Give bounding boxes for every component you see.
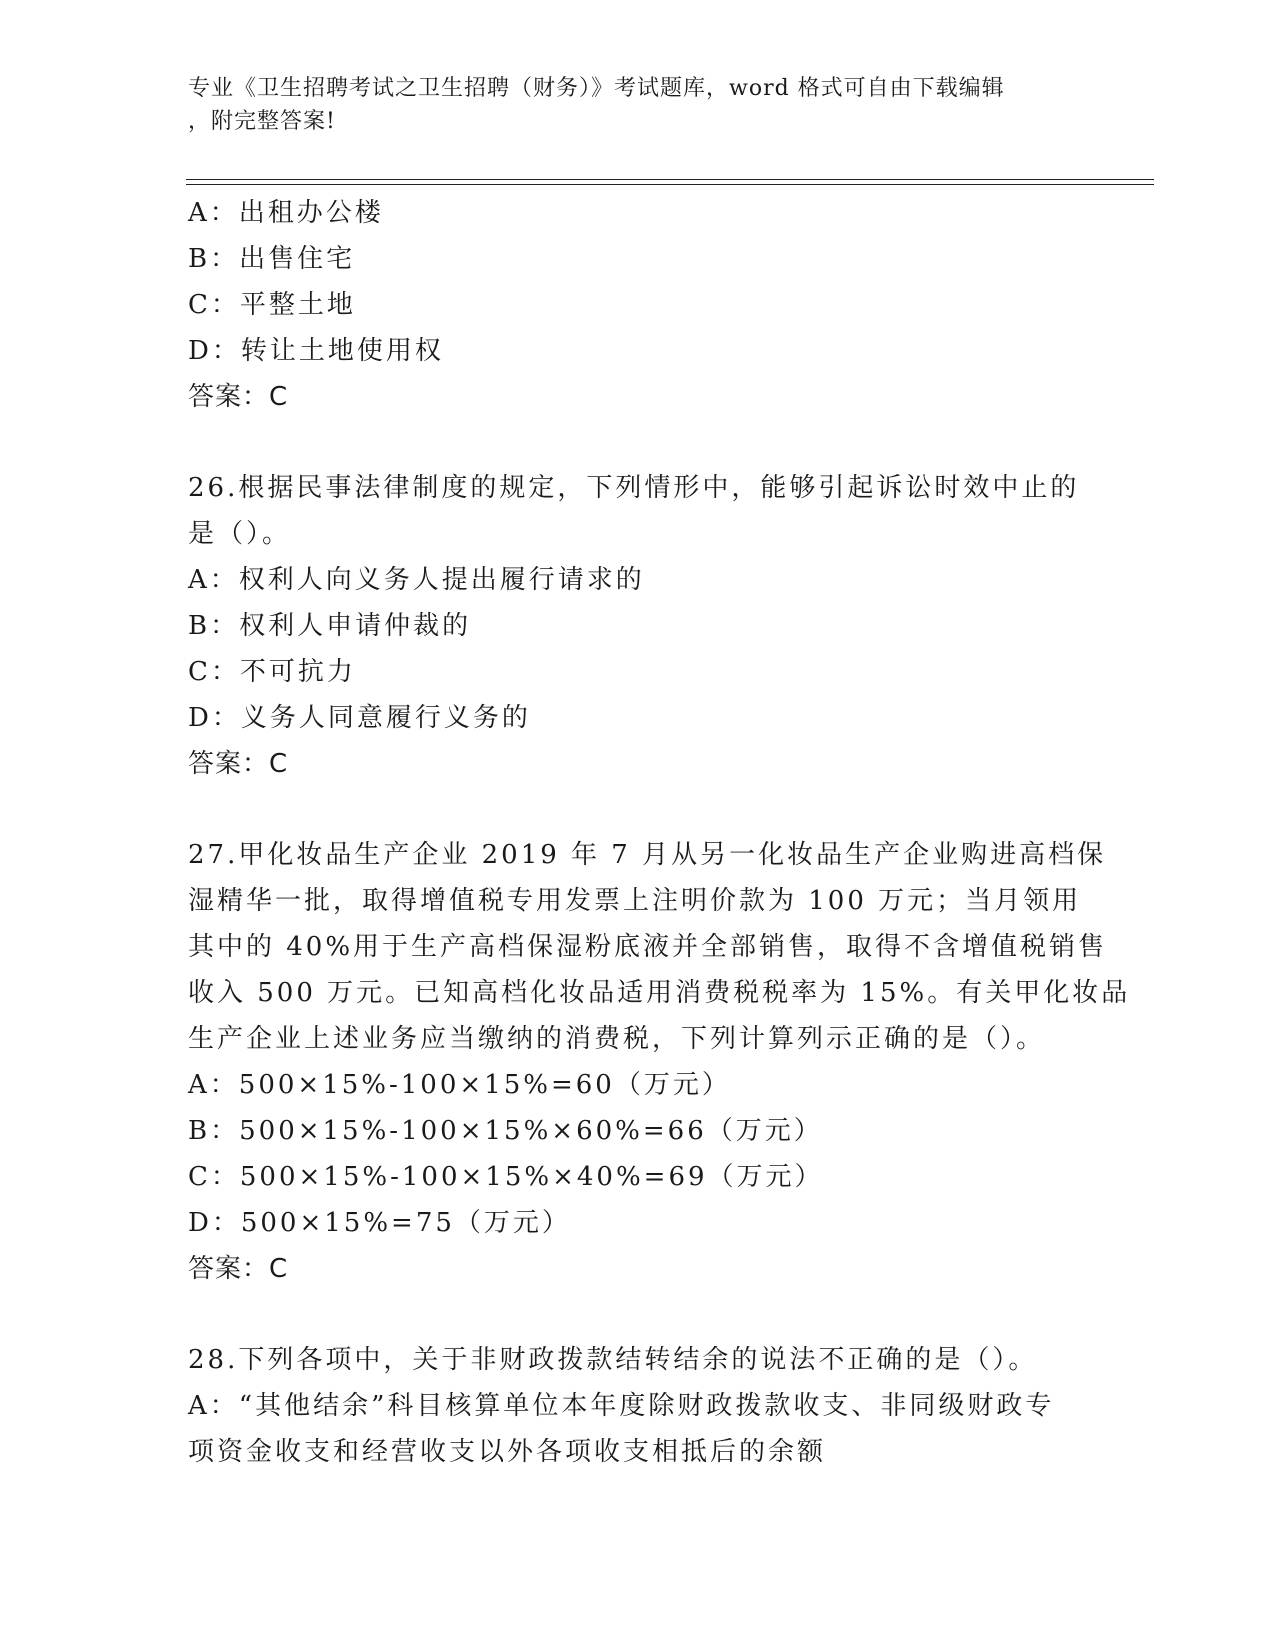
header-divider-bottom	[186, 184, 1154, 185]
option-d: D：500×15%=75（万元）	[188, 1208, 571, 1238]
option-d: D：转让土地使用权	[188, 336, 444, 366]
question-stem	[188, 832, 1131, 1062]
option-a: A：“其他结余”科目核算单位本年度除财政拨款收支、非同级财政专	[188, 1391, 1055, 1421]
question-stem	[188, 1337, 1088, 1383]
option-b: B：500×15%-100×15%×60%=66（万元）	[188, 1116, 823, 1146]
stem-line: 是（）。	[188, 519, 292, 549]
option-a: A：500×15%-100×15%=60（万元）	[188, 1070, 731, 1100]
option-c: C：不可抗力	[188, 657, 356, 687]
stem-line: 26.根据民事法律制度的规定，下列情形中，能够引起诉讼时效中止的	[188, 473, 1080, 503]
question-27	[188, 832, 1131, 1292]
question-26	[188, 465, 1088, 787]
option-a: A：权利人向义务人提出履行请求的	[188, 565, 645, 595]
header-divider-top	[186, 179, 1154, 180]
answer: 答案：C	[188, 1254, 289, 1284]
stem-line: 27.甲化妆品生产企业 2019 年 7 月从另一化妆品生产企业购进高档保	[188, 840, 1107, 870]
document-header	[188, 72, 1068, 138]
question-28	[188, 1337, 1088, 1475]
answer: 答案：C	[188, 749, 289, 779]
question-stem	[188, 465, 1088, 557]
option-c: C：平整土地	[188, 290, 356, 320]
stem-line: 其中的 40%用于生产高档保湿粉底液并全部销售，取得不含增值税销售	[188, 932, 1108, 962]
question-25	[188, 190, 1088, 420]
header-line-1: 专业《卫生招聘考试之卫生招聘（财务）》考试题库，word 格式可自由下载编辑	[188, 76, 1005, 101]
option-b: B：权利人申请仲裁的	[188, 611, 472, 641]
option-b: B：出售住宅	[188, 244, 356, 274]
question-list	[188, 190, 1131, 1475]
answer: 答案：C	[188, 382, 289, 412]
stem-line: 湿精华一批，取得增值税专用发票上注明价款为 100 万元；当月领用	[188, 886, 1082, 916]
stem-line: 生产企业上述业务应当缴纳的消费税，下列计算列示正确的是（）。	[188, 1024, 1046, 1054]
option-c: C：500×15%-100×15%×40%=69（万元）	[188, 1162, 824, 1192]
option-a: A：出租办公楼	[188, 198, 384, 228]
option-a-continued: 项资金收支和经营收支以外各项收支相抵后的余额	[188, 1437, 827, 1467]
header-line-2: ，附完整答案!	[188, 109, 336, 134]
option-d: D：义务人同意履行义务的	[188, 703, 531, 733]
stem-line: 28.下列各项中，关于非财政拨款结转结余的说法不正确的是（）。	[188, 1345, 1038, 1375]
stem-line: 收入 500 万元。已知高档化妆品适用消费税税率为 15%。有关甲化妆品	[188, 978, 1131, 1008]
